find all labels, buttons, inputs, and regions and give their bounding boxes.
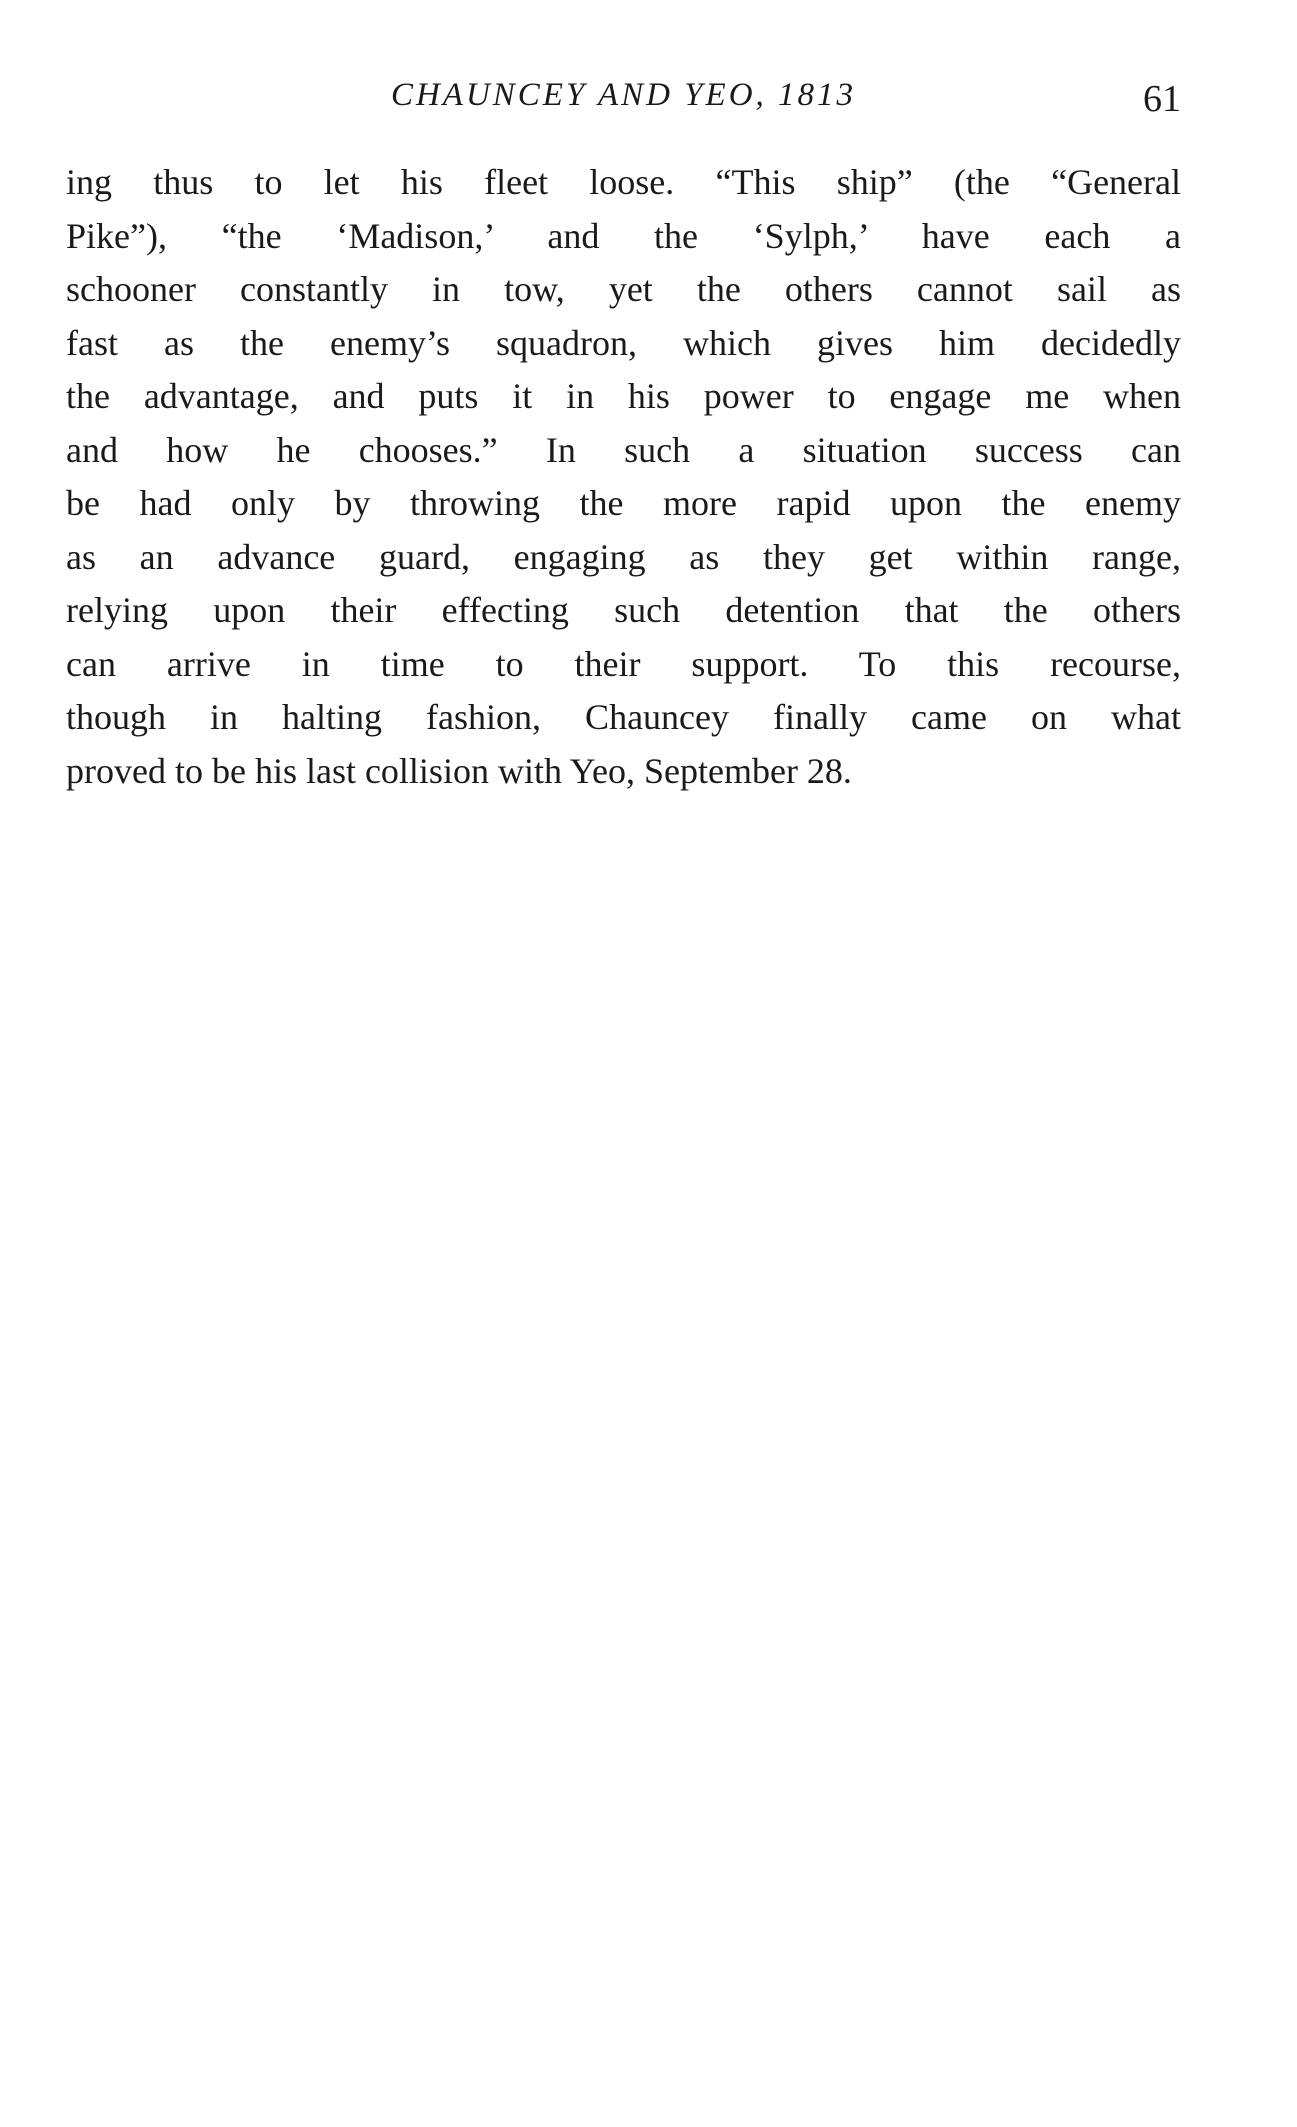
text-line: proved to be his last collision with Yeo, September 28. (66, 750, 852, 791)
running-title: CHAUNCEY AND YEO, 1813 (390, 77, 857, 113)
text-line: fast as the enemy’s squadron, which gives him decidedly (66, 322, 1181, 363)
text-line: relying upon their effecting such detention that the others (66, 590, 1181, 630)
body-paragraph (66, 156, 1181, 798)
text-line: ing thus to let his fleet loose. “This ship” (the “General (66, 162, 1181, 202)
text-line: be had only by throwing the more rapid upon the enemy (66, 483, 1181, 523)
text-line: Pike”), “the ‘Madison,’ and the ‘Sylph,’ have each a (66, 215, 1181, 256)
text-line: schooner constantly in tow, yet the others cannot sail as (66, 269, 1181, 309)
text-line: and how he chooses.” In such a situation success can (66, 429, 1181, 470)
page-number: 61 (1143, 78, 1181, 120)
running-head (66, 70, 1181, 120)
text-line: though in halting fashion, Chauncey finally came on what (66, 697, 1181, 737)
text-line: the advantage, and puts it in his power to engage me when (66, 376, 1181, 416)
text-line: can arrive in time to their support. To this recourse, (66, 643, 1181, 684)
text-line: as an advance guard, engaging as they get within range, (66, 536, 1181, 577)
